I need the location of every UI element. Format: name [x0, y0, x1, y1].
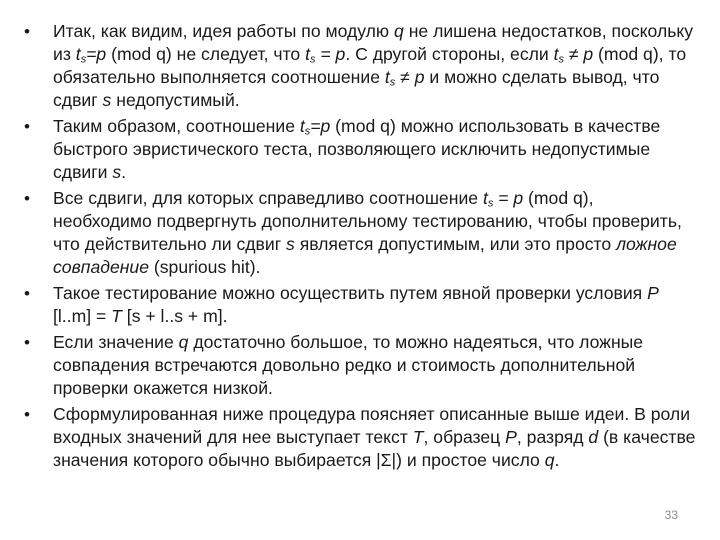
text-run: (mod q) не следует, что — [106, 44, 306, 64]
text-run: t — [384, 67, 390, 87]
text-run: [s + l..s + m]. — [121, 306, 228, 326]
text-run: (mod q) можно использовать в качестве быстрого эвристического теста, позволяющего исключить недопустимые сдвиги — [53, 116, 661, 182]
bullet-item — [24, 331, 696, 400]
text-run: (mod q), необходимо подвергнуть дополнительному тестированию, чтобы проверить, что действительно ли сдвиг — [53, 188, 682, 254]
text-run: P — [505, 427, 517, 447]
text-run: = — [315, 44, 336, 64]
text-run: q — [178, 332, 189, 352]
bullet-text — [53, 404, 695, 470]
text-run: . — [121, 162, 127, 182]
text-run: t — [553, 44, 559, 64]
text-run: (mod q), то обязательно выполняется соотношение — [53, 44, 687, 87]
bullet-text — [53, 332, 643, 398]
text-run: ложное совпадение — [53, 234, 677, 277]
text-run: является допустимым, или это просто — [294, 234, 617, 254]
bullet-item — [24, 187, 696, 279]
text-run: [l..m] = — [53, 306, 112, 326]
text-run: s — [112, 162, 122, 182]
text-run: P — [647, 283, 659, 303]
bullet-text — [53, 283, 659, 326]
text-run: p — [335, 44, 346, 64]
text-run: не лишена недостатков, поскольку из — [53, 21, 694, 64]
text-run: = — [310, 116, 321, 136]
text-run: Сформулированная ниже процедура поясняет описанные выше идеи. В роли входных значений для нее выступает текст — [53, 404, 691, 447]
text-run: Если значение — [53, 332, 179, 352]
text-run: t — [299, 116, 305, 136]
text-run: s — [80, 53, 87, 66]
text-run: p — [96, 44, 107, 64]
page-number: 33 — [664, 508, 678, 522]
bullet-dot-icon: • — [24, 117, 30, 136]
text-run: p — [583, 44, 594, 64]
bullet-item — [24, 282, 696, 328]
text-run: q — [394, 21, 404, 41]
text-run: (spurious hit). — [149, 257, 261, 277]
text-run: T — [111, 306, 122, 326]
text-run: T — [412, 427, 424, 447]
text-run: p — [414, 67, 425, 87]
text-run: (в качестве значения которого обычно выбирается |Σ|) и простое число — [53, 427, 696, 470]
text-run: s — [286, 234, 295, 254]
text-run: Итак, как видим, идея работы по модулю — [53, 21, 395, 41]
text-run: s — [558, 53, 564, 66]
bullet-dot-icon: • — [24, 405, 30, 424]
text-run: t — [75, 44, 81, 64]
text-run: s — [310, 53, 316, 66]
text-run: t — [482, 188, 488, 208]
text-run: Такое тестирование можно осуществить путем явной проверки условия — [53, 283, 648, 303]
text-run: , разряд — [516, 427, 589, 447]
text-run: s — [487, 197, 494, 210]
bullet-text — [53, 188, 682, 277]
bullet-item — [24, 20, 696, 112]
text-run: достаточно большое, то можно надеяться, что ложные совпадения встречаются довольно редко и стоимость дополнительной проверки окажется низкой. — [53, 332, 644, 398]
bullet-dot-icon: • — [24, 22, 30, 41]
bullet-dot-icon: • — [24, 284, 30, 303]
text-run: = — [86, 44, 97, 64]
text-run: q — [544, 450, 555, 470]
text-run: s — [304, 125, 311, 138]
bullet-list — [24, 20, 696, 475]
text-run: ≠ — [563, 44, 584, 64]
bullet-item — [24, 403, 696, 472]
bullet-item — [24, 115, 696, 184]
text-run: p — [320, 116, 331, 136]
text-run: Все сдвиги, для которых справедливо соотношение — [53, 188, 483, 208]
text-run: ≠ — [395, 67, 415, 87]
text-run: t — [305, 44, 311, 64]
text-run: d — [588, 427, 599, 447]
bullet-text — [53, 21, 693, 110]
bullet-text — [53, 116, 660, 182]
text-run: и можно сделать вывод, что сдвиг — [53, 67, 660, 110]
text-run: s — [389, 76, 396, 89]
text-run: = — [493, 188, 514, 208]
bullet-dot-icon: • — [24, 333, 30, 352]
text-run: p — [513, 188, 524, 208]
text-run: s — [102, 90, 112, 110]
text-run: Таким образом, соотношение — [53, 116, 300, 136]
text-run: . — [554, 450, 560, 470]
text-run: недопустимый. — [111, 90, 240, 110]
text-run: . С другой стороны, если — [345, 44, 554, 64]
text-run: , образец — [423, 427, 506, 447]
bullet-dot-icon: • — [24, 189, 30, 208]
